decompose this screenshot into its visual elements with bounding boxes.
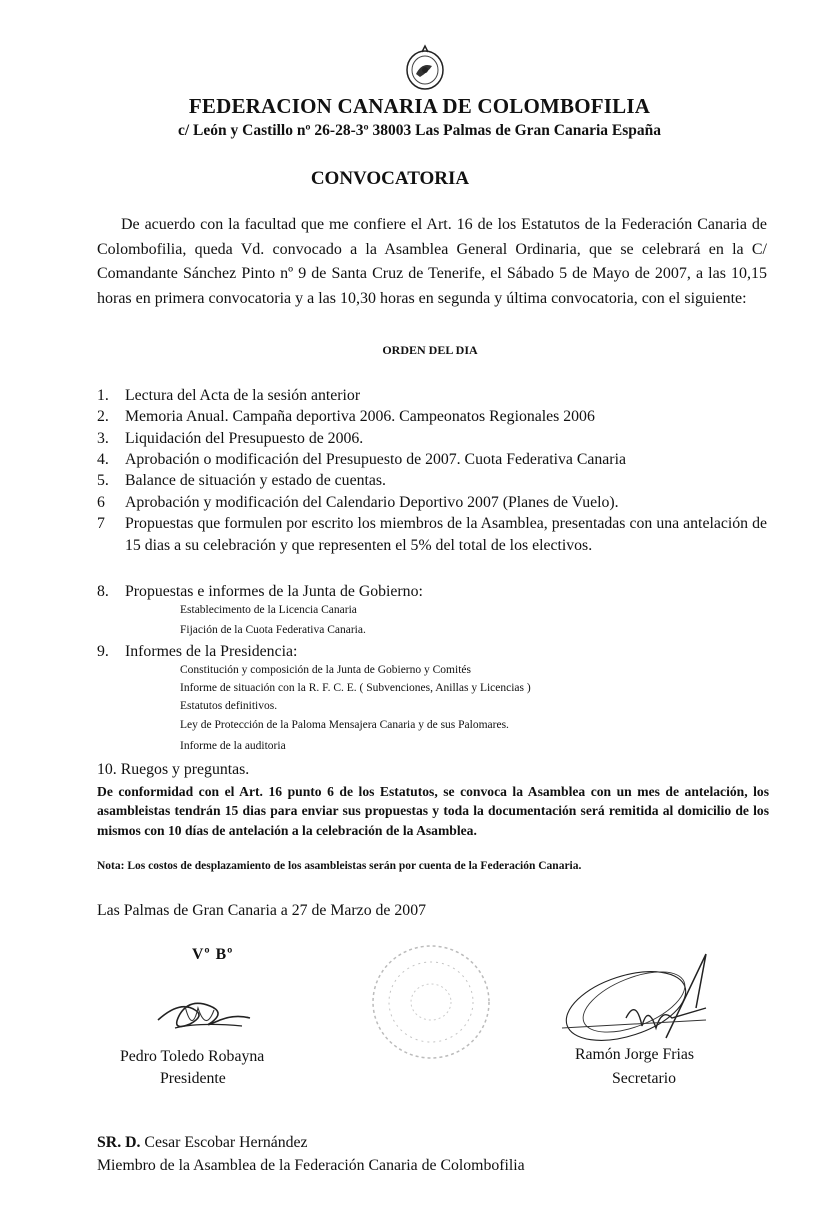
conformity-paragraph: De conformidad con el Art. 16 punto 6 de los Estatutos, se convoca la Asamblea con un mes de antelación, los asambleistas tendrán 15 dias para enviar sus propuestas y toda la documentación será remitida al domicilio de los mismos con 10 días de antelación a la celebración de la Asamblea.: [97, 784, 769, 838]
agenda-subitem: Establecimento de la Licencia Canaria: [180, 604, 357, 616]
recipient-prefix: SR. D.: [97, 1134, 141, 1151]
note-line: Nota: Los costos de desplazamiento de los asambleistas serán por cuenta de la Federación Canaria.: [97, 860, 582, 872]
agenda-subitem: Informe de situación con la R. F. C. E. ( Subvenciones, Anillas y Licencias ): [180, 682, 531, 694]
organization-address: c/ León y Castillo nº 26-28-3º 38003 Las Palmas de Gran Canaria España: [177, 122, 661, 139]
agenda-item-number: 5.: [97, 472, 109, 489]
agenda-subitem: Ley de Protección de la Paloma Mensajera Canaria y de sus Palomares.: [180, 719, 509, 731]
agenda-item-text: Memoria Anual. Campaña deportiva 2006. Campeonatos Regionales 2006: [125, 408, 595, 425]
president-name: Pedro Toledo Robayna: [120, 1048, 265, 1065]
agenda-item-number: 7: [97, 515, 105, 532]
agenda-subitem: Informe de la auditoria: [180, 740, 286, 752]
intro-paragraph: De acuerdo con la facultad que me confiere el Art. 16 de los Estatutos de la Federación Canaria de Colombofilia, queda Vd. convocado a la Asamblea General Ordinaria, que se celebrará en la C/ Comandante Sánchez Pinto nº 9 de Santa Cruz de Tenerife, el Sábado 5 de Mayo de 2007, a las 10,15 horas en primera convocatoria y a las 10,30 horas en segunda y última convocatoria, con el siguiente:: [97, 216, 767, 307]
agenda-item-number: 1.: [97, 387, 109, 404]
president-role: Presidente: [160, 1070, 226, 1087]
agenda-heading: ORDEN DEL DIA: [382, 343, 478, 357]
agenda-item-text: Balance de situación y estado de cuentas.: [125, 472, 386, 489]
agenda-item-number: 2.: [97, 408, 109, 425]
secretary-signature-icon: [556, 948, 726, 1048]
secretary-name: Ramón Jorge Frias: [575, 1046, 695, 1063]
vobo-mark: Vº Bº: [192, 946, 234, 963]
agenda-item-text: Lectura del Acta de la sesión anterior: [125, 387, 361, 404]
organization-name: FEDERACION CANARIA DE COLOMBOFILIA: [188, 94, 651, 118]
recipient-name: Cesar Escobar Hernández: [140, 1134, 308, 1151]
agenda-subitem: Fijación de la Cuota Federativa Canaria.: [180, 624, 366, 636]
agenda-subitem: Constitución y composición de la Junta de Gobierno y Comités: [180, 664, 471, 676]
official-seal-icon: [366, 940, 496, 1065]
agenda-item-number: 9.: [97, 643, 109, 660]
agenda-item-number: 4.: [97, 451, 109, 468]
recipient-membership: Miembro de la Asamblea de la Federación Canaria de Colombofilia: [97, 1157, 525, 1174]
agenda-item-text: 10. Ruegos y preguntas.: [97, 761, 250, 778]
agenda-item-text: Propuestas que formulen por escrito los miembros de la Asamblea, presentadas con una antelación de 15 dias a su celebración y que representen el 5% del total de los electivos.: [125, 515, 767, 554]
agenda-item-number: 3.: [97, 430, 109, 447]
agenda-item-text: Liquidación del Presupuesto de 2006.: [125, 430, 364, 447]
date-line: Las Palmas de Gran Canaria a 27 de Marzo de 2007: [97, 902, 426, 919]
federation-logo-icon: [402, 44, 448, 92]
president-signature-icon: [150, 988, 260, 1048]
document-title: CONVOCATORIA: [310, 168, 470, 189]
agenda-subitem: Estatutos definitivos.: [180, 700, 278, 712]
agenda-item-text: Aprobación o modificación del Presupuesto de 2007. Cuota Federativa Canaria: [125, 451, 626, 468]
recipient-line: [97, 1134, 308, 1152]
agenda-item-text: Propuestas e informes de la Junta de Gobierno:: [125, 583, 423, 600]
agenda-item-number: 6: [97, 494, 105, 511]
secretary-role: Secretario: [612, 1070, 677, 1087]
agenda-item-text: Informes de la Presidencia:: [125, 643, 298, 660]
agenda-item-text: Aprobación y modificación del Calendario Deportivo 2007 (Planes de Vuelo).: [125, 494, 619, 511]
agenda-item-number: 8.: [97, 583, 109, 600]
